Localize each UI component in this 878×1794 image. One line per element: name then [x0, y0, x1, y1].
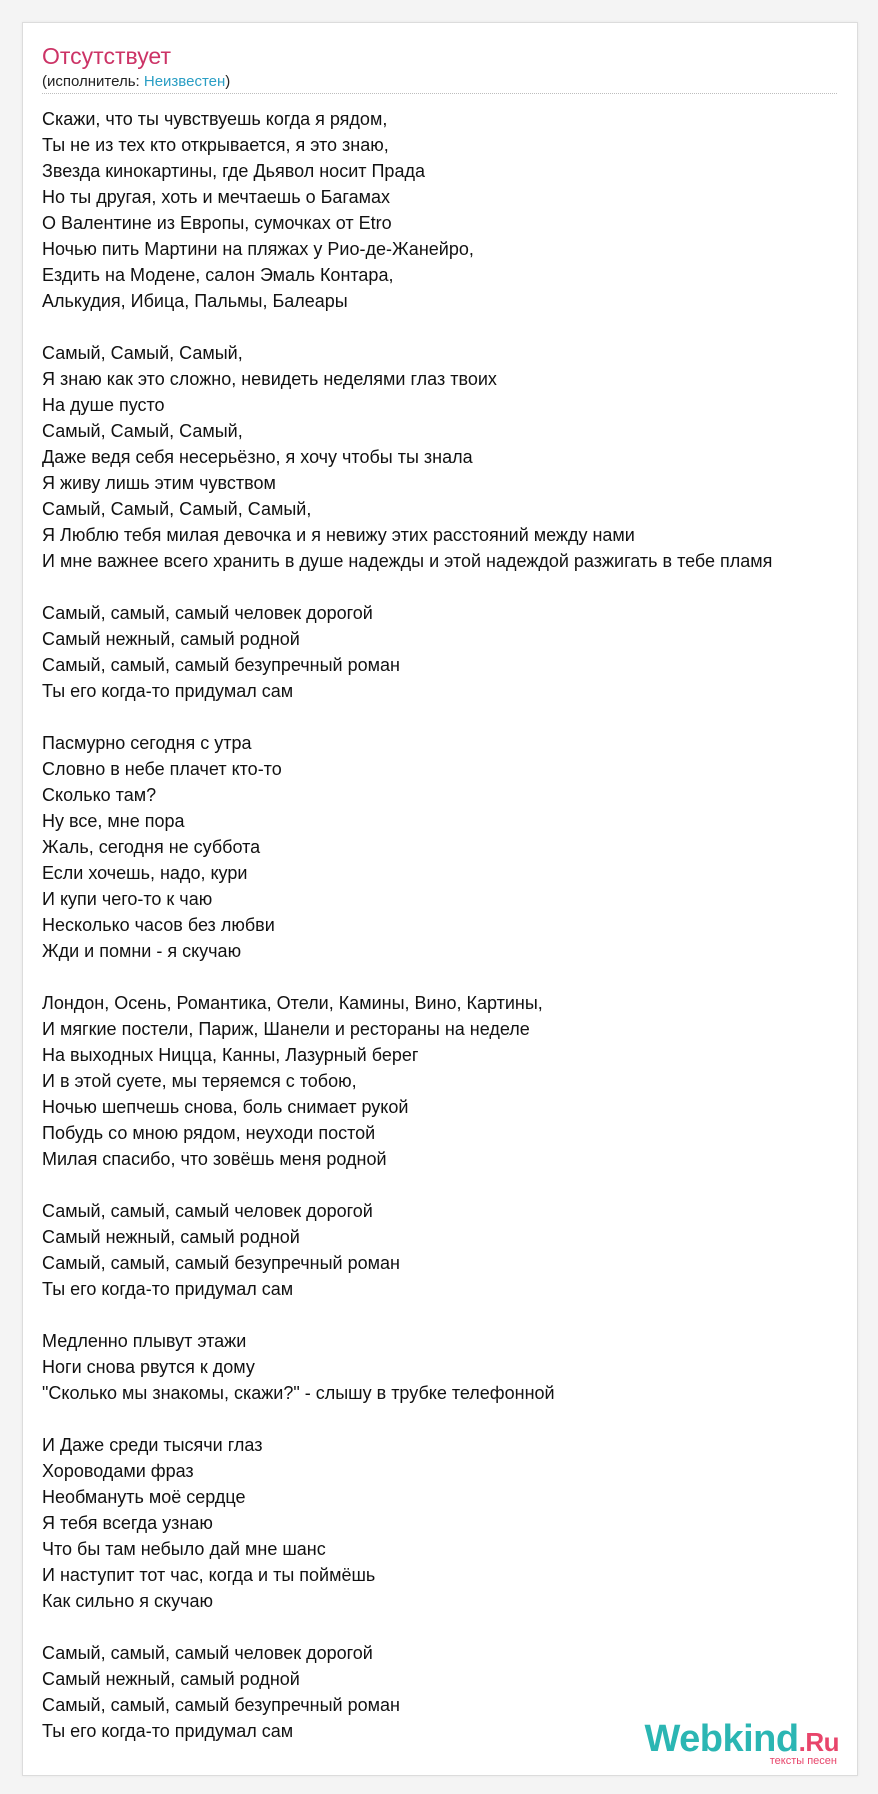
lyric-line: Самый, самый, самый человек дорогой: [42, 1201, 373, 1221]
lyric-line: Ты его когда-то придумал сам: [42, 681, 294, 701]
lyric-line: Самый нежный, самый родной: [42, 1669, 300, 1689]
lyric-line: Если хочешь, надо, кури: [42, 863, 248, 883]
stanza-break: [42, 704, 858, 730]
lyric-line: И купи чего-то к чаю: [42, 889, 213, 909]
lyric-line: Самый нежный, самый родной: [42, 1227, 300, 1247]
stanza-break: [42, 1614, 858, 1640]
lyric-line: Я живу лишь этим чувством: [42, 473, 276, 493]
lyric-line: На душе пусто: [42, 395, 165, 415]
stanza-break: [42, 574, 858, 600]
lyric-line: Алькудия, Ибица, Пальмы, Балеары: [42, 291, 348, 311]
watermark-name: Webkind: [644, 1718, 799, 1760]
lyric-line: Сколько там?: [42, 785, 157, 805]
lyric-line: Я знаю как это сложно, невидеть неделями глаз твоих: [42, 369, 497, 389]
watermark-tld: .Ru: [798, 1727, 839, 1757]
watermark-subtitle: тексты песен: [769, 1755, 837, 1767]
lyric-line: И Даже среди тысячи глаз: [42, 1435, 263, 1455]
lyric-line: Хороводами фраз: [42, 1461, 194, 1481]
lyric-line: Самый, самый, самый безупречный роман: [42, 1695, 400, 1715]
lyric-line: Ты не из тех кто открывается, я это знаю,: [42, 135, 389, 155]
watermark-logo: [644, 1720, 839, 1758]
lyric-line: Ночью шепчешь снова, боль снимает рукой: [42, 1097, 409, 1117]
lyric-line: Ты его когда-то придумал сам: [42, 1279, 294, 1299]
lyric-line: Необмануть моё сердце: [42, 1487, 246, 1507]
lyric-line: Самый, Самый, Самый,: [42, 421, 243, 441]
stanza-break: [42, 1406, 858, 1432]
stanza-break: [42, 1302, 858, 1328]
lyric-line: Пасмурно сегодня с утра: [42, 733, 252, 753]
lyric-line: На выходных Ницца, Канны, Лазурный берег: [42, 1045, 419, 1065]
artist-suffix: ): [225, 73, 231, 90]
lyric-line: Милая спасибо, что зовёшь меня родной: [42, 1149, 387, 1169]
lyric-line: И мягкие постели, Париж, Шанели и рестораны на неделе: [42, 1019, 530, 1039]
lyric-line: Что бы там небыло дай мне шанс: [42, 1539, 326, 1559]
lyric-line: О Валентине из Европы, сумочках от Etro: [42, 213, 392, 233]
artist-link[interactable]: Неизвестен: [143, 73, 226, 90]
lyric-line: Жаль, сегодня не суббота: [42, 837, 261, 857]
lyric-line: Самый, самый, самый безупречный роман: [42, 655, 400, 675]
lyric-line: Даже ведя себя несерьёзно, я хочу чтобы ты знала: [42, 447, 473, 467]
lyric-line: И наступит тот час, когда и ты поймёшь: [42, 1565, 376, 1585]
lyric-line: Самый, Самый, Самый, Самый,: [42, 499, 312, 519]
lyric-line: Ночью пить Мартини на пляжах у Рио-де-Жанейро,: [42, 239, 474, 259]
lyric-line: "Сколько мы знакомы, скажи?" - слышу в трубке телефонной: [42, 1383, 555, 1403]
artist-prefix: (исполнитель:: [42, 73, 144, 90]
lyric-line: Ездить на Модене, салон Эмаль Контара,: [42, 265, 394, 285]
lyric-line: Я Люблю тебя милая девочка и я невижу этих расстояний между нами: [42, 525, 635, 545]
lyric-line: Ты его когда-то придумал сам: [42, 1721, 294, 1741]
stanza-break: [42, 964, 858, 990]
lyric-line: Самый, самый, самый человек дорогой: [42, 603, 373, 623]
stanza-break: [42, 1172, 858, 1198]
lyric-line: Медленно плывут этажи: [42, 1331, 247, 1351]
stanza-break: [42, 314, 858, 340]
lyric-line: Скажи, что ты чувствуешь когда я рядом,: [42, 109, 388, 129]
lyric-line: Словно в небе плачет кто-то: [42, 759, 282, 779]
lyric-line: Как сильно я скучаю: [42, 1591, 213, 1611]
site-watermark: [644, 1720, 839, 1767]
lyric-line: Самый, самый, самый человек дорогой: [42, 1643, 373, 1663]
lyrics-text: [42, 106, 858, 1744]
song-title: Отсутствует: [42, 43, 171, 69]
artist-line: [42, 73, 230, 91]
lyric-line: Я тебя всегда узнаю: [42, 1513, 213, 1533]
lyric-line: Самый нежный, самый родной: [42, 629, 300, 649]
lyric-line: Самый, самый, самый безупречный роман: [42, 1253, 400, 1273]
lyric-line: Самый, Самый, Самый,: [42, 343, 243, 363]
lyric-line: Жди и помни - я скучаю: [42, 941, 242, 961]
lyric-line: Побудь со мною рядом, неуходи постой: [42, 1123, 376, 1143]
lyrics-card: [22, 22, 858, 1776]
lyric-line: И мне важнее всего хранить в душе надежды и этой надеждой разжигать в тебе пламя: [42, 551, 773, 571]
lyric-line: Ну все, мне пора: [42, 811, 185, 831]
lyric-line: Несколько часов без любви: [42, 915, 275, 935]
lyric-line: Лондон, Осень, Романтика, Отели, Камины, Вино, Картины,: [42, 993, 543, 1013]
lyric-line: Но ты другая, хоть и мечтаешь о Багамах: [42, 187, 390, 207]
lyric-line: И в этой суете, мы теряемся с тобою,: [42, 1071, 357, 1091]
title-divider: [42, 93, 837, 94]
lyric-line: Ноги снова рвутся к дому: [42, 1357, 255, 1377]
lyric-line: Звезда кинокартины, где Дьявол носит Прада: [42, 161, 425, 181]
